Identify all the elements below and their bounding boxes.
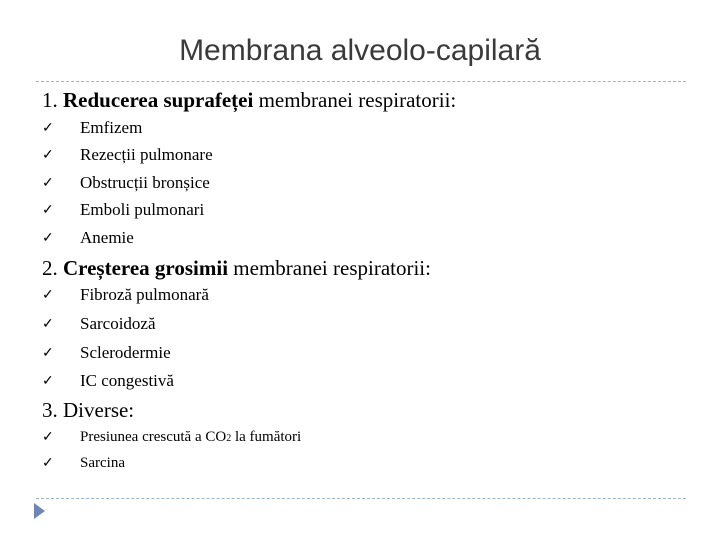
list-item: [42, 145, 213, 165]
list-item-label: Rezecții pulmonare: [80, 145, 213, 164]
check-icon: ✓: [42, 456, 54, 471]
slide-title: Membrana alveolo-capilară: [179, 34, 541, 67]
section-1-number: 1.: [42, 88, 63, 112]
list-item: [42, 343, 171, 363]
list-item: [42, 314, 156, 334]
section-2-bold: Creșterea grosimii: [63, 256, 229, 280]
check-icon: ✓: [42, 287, 54, 303]
list-item: [42, 371, 174, 391]
section-1-bold: Reducerea suprafeței: [63, 88, 254, 112]
list-item-label: Sclerodermie: [80, 343, 171, 362]
list-item: [42, 200, 204, 220]
check-icon: ✓: [42, 202, 54, 218]
footer-divider: [36, 498, 686, 499]
list-item-label: Fibroză pulmonară: [80, 285, 209, 304]
check-icon: ✓: [42, 373, 54, 389]
list-item-label: Anemie: [80, 228, 134, 247]
section-3-number: 3.: [42, 398, 63, 422]
check-icon: ✓: [42, 316, 54, 332]
list-item-label: Emfizem: [80, 118, 143, 137]
section-1-rest: membranei respiratorii:: [253, 88, 457, 112]
list-item-label: IC congestivă: [80, 371, 174, 390]
title-divider: [36, 81, 686, 82]
list-item: [42, 429, 301, 446]
check-icon: ✓: [42, 175, 54, 191]
check-icon: ✓: [42, 147, 54, 163]
co2-subscript: 2: [226, 433, 232, 444]
co2-label: Presiunea crescută a CO: [80, 429, 227, 445]
co2-tail: la fumători: [231, 429, 302, 445]
section-3-heading: [42, 398, 134, 423]
list-item-label: [80, 429, 301, 446]
section-1-heading: [42, 88, 456, 113]
check-icon: ✓: [42, 345, 54, 361]
list-item-label: Sarcina: [80, 455, 125, 471]
list-item: [42, 118, 142, 138]
section-2-number: 2.: [42, 256, 63, 280]
list-item-label: Sarcoidoză: [80, 314, 156, 333]
section-3-rest: Diverse:: [63, 398, 135, 422]
list-item: [42, 173, 210, 193]
section-2-rest: membranei respiratorii:: [228, 256, 431, 280]
list-item-label: Obstrucții bronșice: [80, 173, 210, 192]
section-2-heading: [42, 256, 431, 281]
list-item: [42, 228, 134, 248]
check-icon: ✓: [42, 430, 54, 445]
check-icon: ✓: [42, 120, 54, 136]
list-item: [42, 285, 209, 305]
check-icon: ✓: [42, 230, 54, 246]
triangle-right-icon[interactable]: [34, 503, 45, 519]
list-item-label: Emboli pulmonari: [80, 200, 205, 219]
list-item: [42, 455, 125, 472]
